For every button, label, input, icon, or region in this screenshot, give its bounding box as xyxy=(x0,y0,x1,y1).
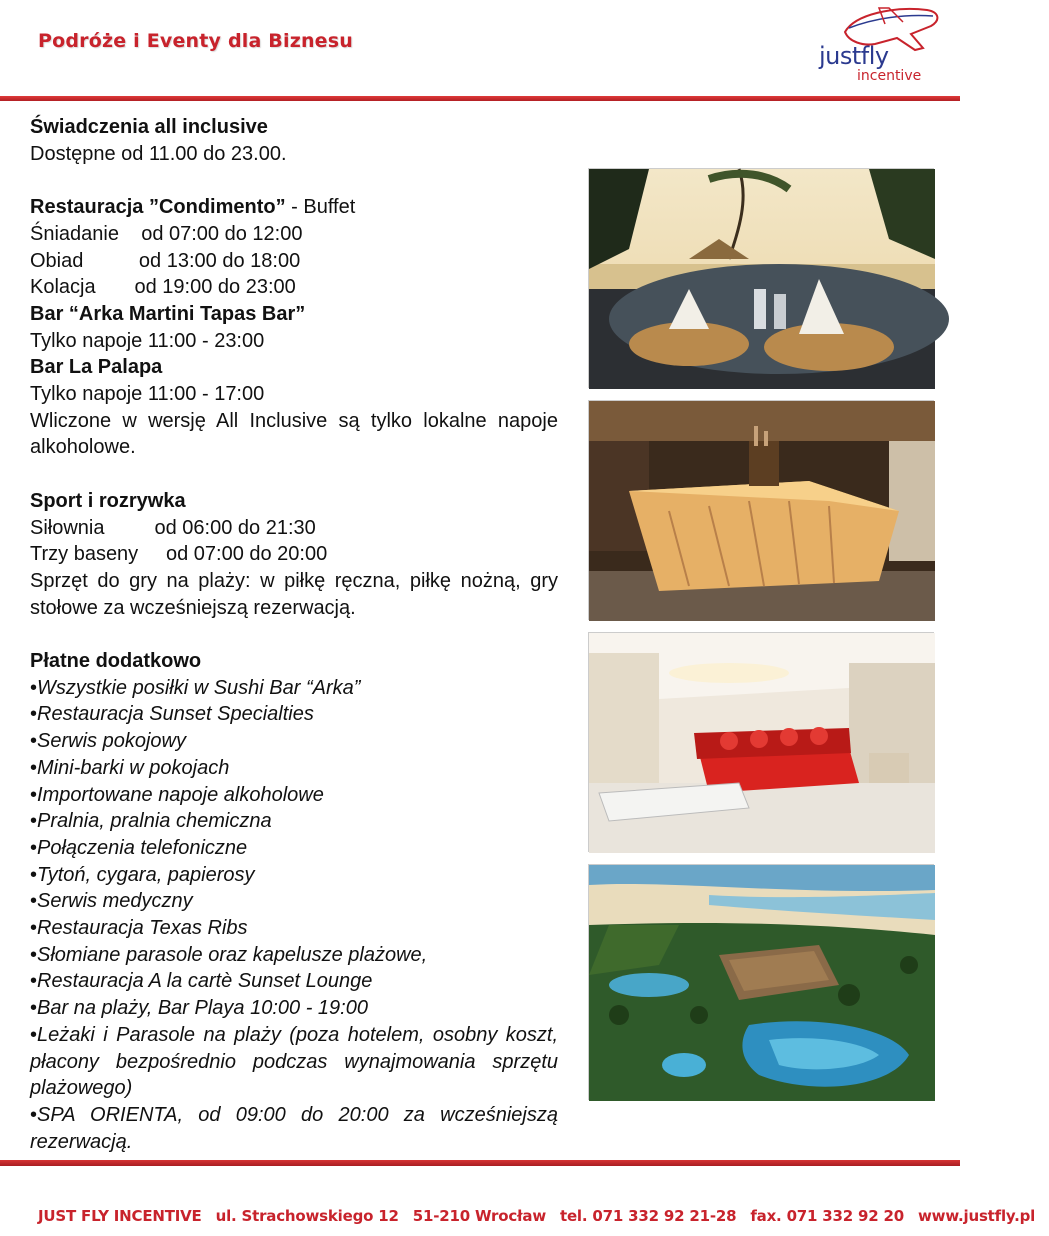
list-item: • Bar na plaży, Bar Playa 10:00 - 19:00 xyxy=(30,995,558,1022)
header-title: Podróże i Eventy dla Biznesu xyxy=(38,30,353,52)
main-text xyxy=(30,114,558,1155)
dinner-hours: Kolacja od 19:00 do 23:00 xyxy=(30,276,296,299)
list-item: • Połączenia telefoniczne xyxy=(30,835,558,862)
list-item: • Słomiane parasole oraz kapelusze plażowe, xyxy=(30,942,558,969)
footer-fax: fax. 071 332 92 20 xyxy=(750,1207,905,1225)
logo-subtitle: incentive xyxy=(857,68,922,84)
gym-hours: Siłownia od 06:00 do 21:30 xyxy=(30,516,316,539)
footer-city: 51-210 Wrocław xyxy=(412,1207,546,1225)
all-inclusive-title: Świadczenia all inclusive xyxy=(30,116,268,138)
alcohol-note: Wliczone w wersję All Inclusive są tylko lokalne napoje alkoholowe. xyxy=(30,409,558,459)
breakfast-hours: Śniadanie od 07:00 do 12:00 xyxy=(30,222,303,245)
list-item: • Wszystkie posiłki w Sushi Bar “Arka” xyxy=(30,675,558,702)
all-inclusive-availability: Dostępne od 11.00 do 23.00. xyxy=(30,142,287,165)
page-header xyxy=(0,0,960,100)
restaurant-title: Restauracja ”Condimento” xyxy=(30,196,286,219)
bar-arka-hours: Tylko napoje 11:00 - 23:00 xyxy=(30,329,265,352)
resort-aerial-photo xyxy=(588,864,934,1100)
company-logo xyxy=(815,4,945,90)
pools-hours: Trzy baseny od 07:00 do 20:00 xyxy=(30,543,328,566)
list-item: • Restauracja Texas Ribs xyxy=(30,915,558,942)
list-item: • Serwis pokojowy xyxy=(30,728,558,755)
restaurant-type: - Buffet xyxy=(285,196,356,219)
bar-palapa-hours: Tylko napoje 11:00 - 17:00 xyxy=(30,383,265,406)
paid-extras-title: Płatne dodatkowo xyxy=(30,650,202,673)
lobby-photo xyxy=(588,632,934,852)
list-item: • Mini-barki w pokojach xyxy=(30,755,558,782)
page-footer xyxy=(38,1207,1036,1225)
restaurant-heading xyxy=(30,194,558,221)
footer-phone: tel. 071 332 92 21-28 xyxy=(559,1207,737,1225)
logo-name: justfly xyxy=(819,42,889,70)
list-item: • Importowane napoje alkoholowe xyxy=(30,782,558,809)
list-item: • Pralnia, pralnia chemiczna xyxy=(30,808,558,835)
bar-arka-title: Bar “Arka Martini Tapas Bar” xyxy=(30,302,306,325)
lounge-bar-photo xyxy=(588,400,934,620)
footer-company: JUST FLY INCENTIVE xyxy=(38,1207,202,1225)
list-item: • SPA ORIENTA, od 09:00 do 20:00 za wcześniejszą rezerwacją. xyxy=(30,1102,558,1155)
beach-equipment: Sprzęt do gry na plaży: w piłkę ręczna, piłkę nożną, gry stołowe za wcześniejszą rezerwacją. xyxy=(30,569,558,619)
footer-divider xyxy=(0,1160,960,1166)
bar-palapa-title: Bar La Palapa xyxy=(30,356,163,379)
header-divider xyxy=(0,96,960,101)
lunch-hours: Obiad od 13:00 do 18:00 xyxy=(30,249,301,272)
footer-street: ul. Strachowskiego 12 xyxy=(215,1207,399,1225)
beach-restaurant-photo xyxy=(588,168,934,388)
list-item: • Tytoń, cygara, papierosy xyxy=(30,862,558,889)
list-item: • Restauracja Sunset Specialties xyxy=(30,701,558,728)
paid-extras-list xyxy=(30,675,558,1156)
sport-title: Sport i rozrywka xyxy=(30,489,186,512)
list-item: • Serwis medyczny xyxy=(30,888,558,915)
list-item: • Restauracja A la cartè Sunset Lounge xyxy=(30,968,558,995)
footer-website[interactable]: www.justfly.pl xyxy=(918,1207,1036,1225)
list-item: • Leżaki i Parasole na plaży (poza hotelem, osobny koszt, płacony bezpośrednio podczas wynajmowania sprzętu plażowego) xyxy=(30,1022,558,1102)
